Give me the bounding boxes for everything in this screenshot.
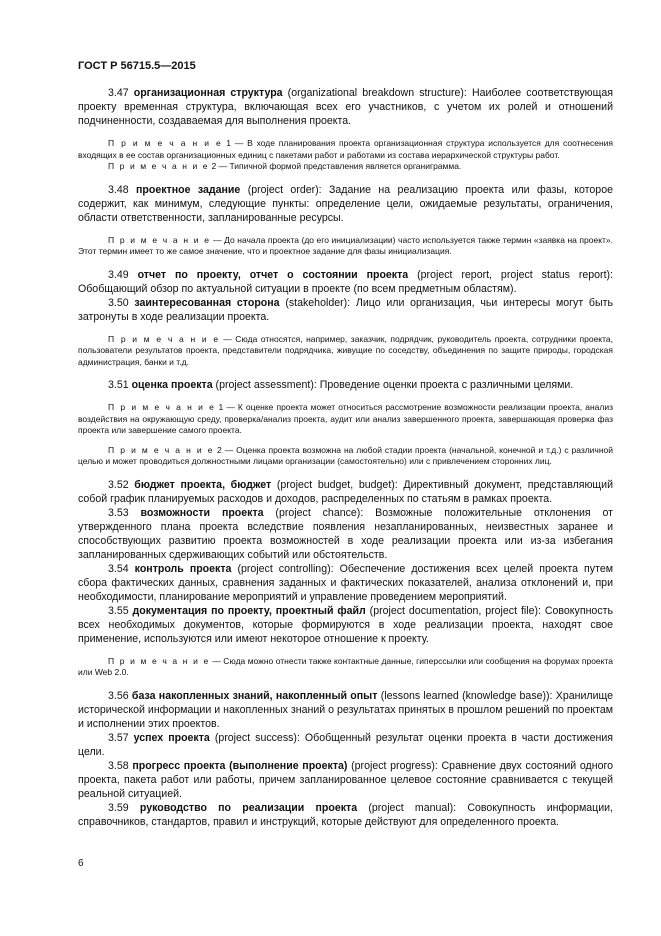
term-number: 3.51	[108, 379, 129, 391]
spacer	[78, 679, 613, 689]
term-definition	[78, 759, 613, 801]
term-number: 3.48	[108, 183, 129, 196]
term-text: (project success): Обобщенный результат оценки проекта в части достижения цели.	[78, 731, 614, 758]
term-number: 3.50	[108, 296, 129, 309]
note	[78, 235, 613, 258]
note-text: — Сюда можно отнести также контактные данные, гиперссылки или сообщения на форумах проекта или Web 2.0.	[78, 655, 613, 677]
spacer	[78, 225, 613, 235]
spacer	[78, 324, 613, 334]
term-name: бюджет проекта, бюджет	[134, 478, 272, 491]
spacer	[78, 173, 613, 183]
term-name: организационная структура	[133, 87, 283, 99]
term-text: (stakeholder): Лицо или организация, чьи интересы могут быть затронуты в ходе реализации проекта.	[78, 296, 613, 323]
note-label: П р и м е ч а н и е	[108, 138, 223, 148]
term-text: (project report, project status report): Обобщающий обзор по актуальной ситуации в проекте (по всем предметным областям).	[78, 268, 613, 295]
note	[78, 656, 613, 679]
note-label: П р и м е ч а н и е	[108, 655, 210, 666]
term-name: контроль проекта	[134, 562, 232, 575]
term-number: 3.59	[108, 801, 129, 814]
standard-header: ГОСТ Р 56715.5—2015	[78, 60, 196, 72]
term-number: 3.53	[108, 506, 129, 519]
spacer	[78, 437, 613, 445]
note-label: П р и м е ч а н и е	[108, 234, 211, 245]
term-name: заинтересованная сторона	[134, 296, 280, 309]
note-label: П р и м е ч а н и е	[108, 161, 210, 171]
note-index: 2	[214, 444, 222, 455]
term-text: (project manual): Совокупность информации, справочников, стандартов, правил и инструкций, которые действуют для определенного проекта.	[78, 801, 614, 828]
note-text: — Оценка проекта возможна на любой стадии проекта (начальной, конечной и т.д.) с различной целью и может проводиться должностными лицами организации (самостоятельно) или с привлечением сторонних лиц.	[78, 444, 613, 466]
term-definition	[78, 801, 613, 829]
term-text: (project progress): Сравнение двух состояний одного проекта, пакета работ или работы, причем запланированное целевое состояние сравнивается с текущей реальной ситуацией.	[78, 759, 613, 800]
document-body	[78, 86, 613, 829]
note	[78, 445, 613, 468]
term-definition	[78, 378, 613, 392]
term-name: документация по проекту, проектный файл	[132, 604, 366, 617]
note	[78, 402, 613, 437]
spacer	[78, 646, 613, 656]
spacer	[78, 258, 613, 268]
spacer	[78, 392, 613, 402]
note-label: П р и м е ч а н и е	[108, 444, 215, 455]
term-text: (project controlling): Обеспечение достижения всех целей проекта путем сбора фактических данных, сравнения заданных и фактических показателей, анализа отклонений и, при необходимости, планирование мероприятий и управление проведением мероприятий.	[78, 562, 613, 603]
term-number: 3.55	[108, 604, 129, 617]
term-definition	[78, 689, 613, 731]
term-text: (project assessment): Проведение оценки проекта с различными целями.	[212, 379, 574, 391]
spacer	[78, 368, 613, 378]
note-text: — В ходе планирования проекта организационная структура используется для соотнесения входящих в ее состав организационных единиц с пакетами работ и работами из состава иерархической структуры работ.	[78, 138, 613, 160]
term-name: оценка проекта	[131, 379, 213, 391]
note	[78, 138, 613, 161]
term-name: руководство по реализации проекта	[139, 801, 358, 814]
term-definition	[78, 86, 613, 128]
term-number: 3.49	[108, 268, 129, 281]
term-text: (project documentation, project file): Совокупность всех необходимых документов, которые формируются в ходе реализации проекта, находят свое применение, используются или имеют некоторое отношение к проекту.	[78, 604, 613, 645]
term-text: (lessons learned (knowledge base)): Хранилище исторической информации и накопленных знаний о результатах принятых в прошлом решений по проектам и исполнении этих проектов.	[78, 689, 613, 730]
term-text: (project budget, budget): Директивный документ, представляющий собой график планируемых расходов и доходов, распределенных по статьям в рамках проекта.	[78, 478, 613, 505]
term-name: база накопленных знаний, накопленный опыт	[131, 689, 378, 702]
term-number: 3.54	[108, 562, 129, 575]
term-number: 3.47	[108, 87, 129, 99]
note-index: 2	[209, 161, 217, 171]
term-definition	[78, 183, 613, 225]
term-name: прогресс проекта (выполнение проекта)	[132, 759, 348, 772]
document-page	[78, 60, 613, 829]
note-index: 1	[222, 138, 231, 148]
term-definition	[78, 506, 613, 562]
note-text: — К оценке проекта может относиться рассмотрение возможности реализации проекта, анализ воздействия на окружающую среду, проверка/анализ проекта, аудит или анализ завершенного проекта, завершающая проверка фаз проекта или завершение самого проекта.	[78, 402, 613, 435]
page-number: 6	[78, 858, 84, 869]
term-definition	[78, 731, 613, 759]
spacer	[78, 128, 613, 138]
term-name: отчет по проекту, отчет о состоянии проекта	[137, 268, 409, 281]
term-text: (project chance): Возможные положительные отклонения от утвержденного плана проекта вследствие появления незапланированных, неизвестных заранее и способствующих развитию проекта возможностей в ходе реализации проекта или из-за избегания запланированных сдерживающих событий или обстоятельств.	[78, 506, 613, 561]
spacer	[78, 468, 613, 478]
note-text: — До начала проекта (до его инициализации) часто используется также термин «заявка на проект». Этот термин имеет то же самое значение, что и проектное задание для фазы инициализация.	[78, 234, 613, 256]
term-definition	[78, 478, 613, 506]
note-text: — Сюда относятся, например, заказчик, подрядчик, руководитель проекта, сотрудники проекта, пользователи результатов проекта, представители подрядчика, живущие по соседству, объединения по защите природы, городская администрация, банки и т.д.	[78, 333, 613, 367]
term-number: 3.52	[108, 478, 129, 491]
term-number: 3.58	[108, 759, 129, 772]
term-definition	[78, 604, 613, 646]
term-name: успех проекта	[133, 731, 210, 744]
term-name: проектное задание	[136, 183, 241, 196]
term-text: (organizational breakdown structure): Наиболее соответствующая проекту временная структура, включающая всех его участников, с учетом их ролей и отношений подчиненности, создаваемая для выполнения проекта.	[78, 87, 613, 127]
term-definition	[78, 296, 613, 324]
term-number: 3.57	[108, 731, 129, 744]
note	[78, 334, 613, 369]
term-number: 3.56	[108, 689, 129, 702]
term-definition	[78, 562, 613, 604]
term-name: возможности проекта	[140, 506, 264, 519]
note-label: П р и м е ч а н и е	[108, 402, 216, 412]
note-text: — Типичной формой представления является органиграмма.	[216, 161, 462, 171]
term-text: (project order): Задание на реализацию проекта или фазы, которое содержит, как минимум, следующие пункты: определение цели, ожидаемые результаты, ограничения, области ответственности, запланированные ресурсы.	[78, 183, 613, 224]
note	[78, 161, 613, 173]
note-label: П р и м е ч а н и е	[108, 333, 220, 344]
note-index: 1	[215, 402, 224, 412]
term-definition	[78, 268, 613, 296]
